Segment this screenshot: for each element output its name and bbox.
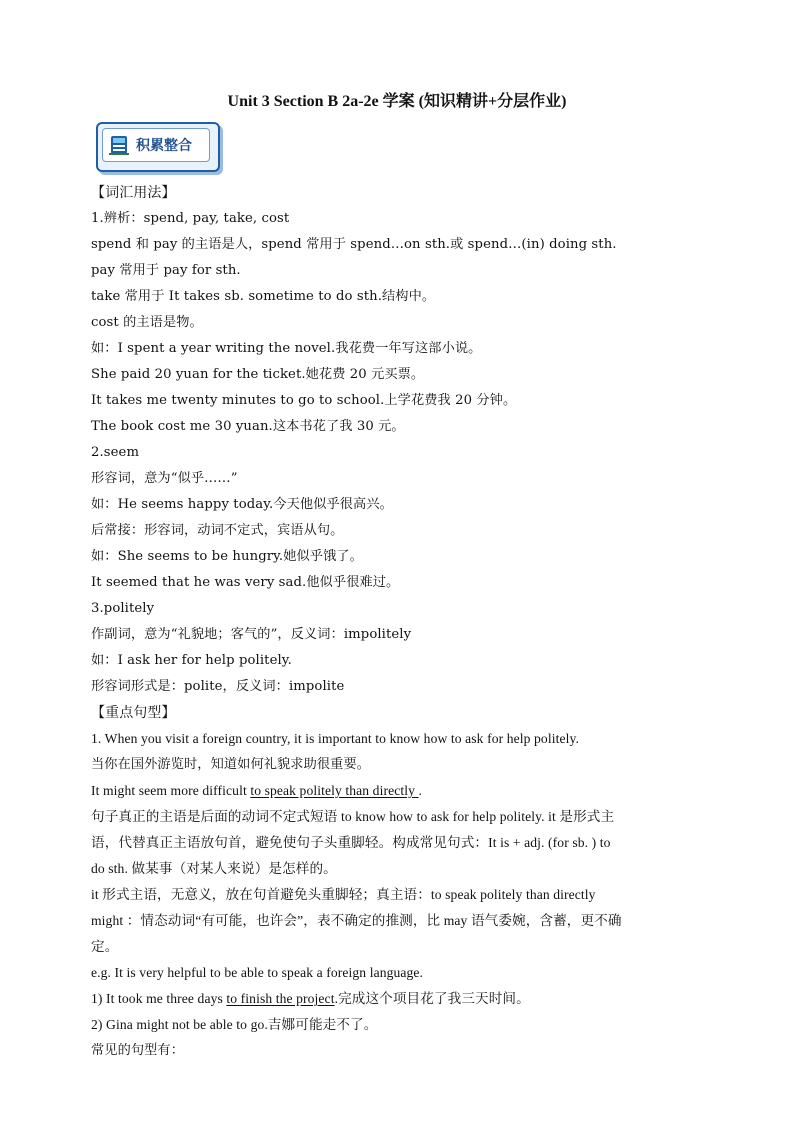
text-line: 如：She seems to be hungry.她似乎饿了。 [91, 549, 363, 564]
badge-label: 积累整合 [136, 138, 192, 154]
text-line: do sth. 做某事（对某人来说）是怎样的。 [91, 861, 337, 876]
text-line: 1. When you visit a foreign country, it is important to know how to ask for help politely. [91, 731, 579, 746]
example-2: 2) Gina might not be able to go.吉娜可能走不了。 [91, 1017, 378, 1032]
text-line: 3.politely [91, 601, 155, 616]
example-suffix: .完成这个项目花了我三天时间。 [334, 991, 530, 1006]
text-line: 形容词，意为“似乎……” [91, 471, 238, 486]
sentence-prefix: It might seem more difficult [91, 783, 251, 798]
text-line: might ：情态动词“有可能，也许会”，表不确定的推测，比 may 语气委婉，含蓄，更不确 [91, 913, 622, 928]
text-line: She paid 20 yuan for the ticket.她花费 20 元买票。 [91, 367, 425, 382]
text-line: cost 的主语是物。 [91, 315, 203, 330]
text-line: e.g. It is very helpful to be able to speak a foreign language. [91, 965, 424, 980]
text-line: It takes me twenty minutes to go to school.上学花费我 20 分钟。 [91, 393, 517, 408]
text-line: 语，代替真正主语放句首，避免使句子头重脚轻。构成常见句式：It is + adj. (for sb. ) to [91, 835, 611, 850]
text-line: 如：I spent a year writing the novel.我花费一年写这部小说。 [91, 341, 482, 356]
text-line: 1.辨析：spend, pay, take, cost [91, 211, 290, 226]
text-line: pay 常用于 pay for sth. [91, 263, 241, 278]
sentence-suffix: . [418, 783, 422, 798]
text-line: The book cost me 30 yuan.这本书花了我 30 元。 [91, 419, 405, 434]
text-line: spend 和 pay 的主语是人，spend 常用于 spend…on sth.或 spend…(in) doing sth. [91, 237, 617, 252]
text-line: 后常接：形容词，动词不定式，宾语从句。 [91, 523, 344, 538]
text-line: 句子真正的主语是后面的动词不定式短语 to know how to ask for help politely. it 是形式主 [91, 809, 615, 824]
text-line: 如：I ask her for help politely. [91, 653, 292, 668]
page-title: Unit 3 Section B 2a-2e 学案 (知识精讲+分层作业) [227, 93, 567, 110]
text-line: 定。 [91, 939, 119, 954]
section-badge [96, 122, 220, 172]
text-line: it 形式主语，无意义，放在句首避免头重脚轻；真主语：to speak politely than directly [91, 887, 596, 902]
example-underlined: to finish the project [226, 991, 335, 1006]
text-line: 作副词，意为“礼貌地；客气的”，反义词：impolitely [91, 627, 412, 642]
text-line: 如：He seems happy today.今天他似乎很高兴。 [91, 497, 393, 512]
section-heading-vocab: 【词汇用法】 [91, 185, 176, 201]
example-1 [91, 986, 707, 1012]
text-line: It seemed that he was very sad.他似乎很难过。 [91, 575, 400, 590]
text-line: 形容词形式是：polite，反义词：impolite [91, 679, 345, 694]
section-heading-sentences: 【重点句型】 [91, 705, 176, 721]
sentence-underlined: to speak politely than directly [250, 783, 419, 798]
example-prefix: 1) It took me three days [91, 991, 227, 1006]
text-line: 常见的句型有： [91, 1043, 185, 1058]
text-line: 当你在国外游览时，知道如何礼貌求助很重要。 [91, 757, 371, 772]
text-line: take 常用于 It takes sb. sometime to do sth.结构中。 [91, 289, 436, 304]
document-body [91, 180, 707, 1064]
text-line: 2.seem [91, 445, 140, 460]
book-icon [108, 134, 130, 156]
sentence-might [91, 778, 707, 804]
